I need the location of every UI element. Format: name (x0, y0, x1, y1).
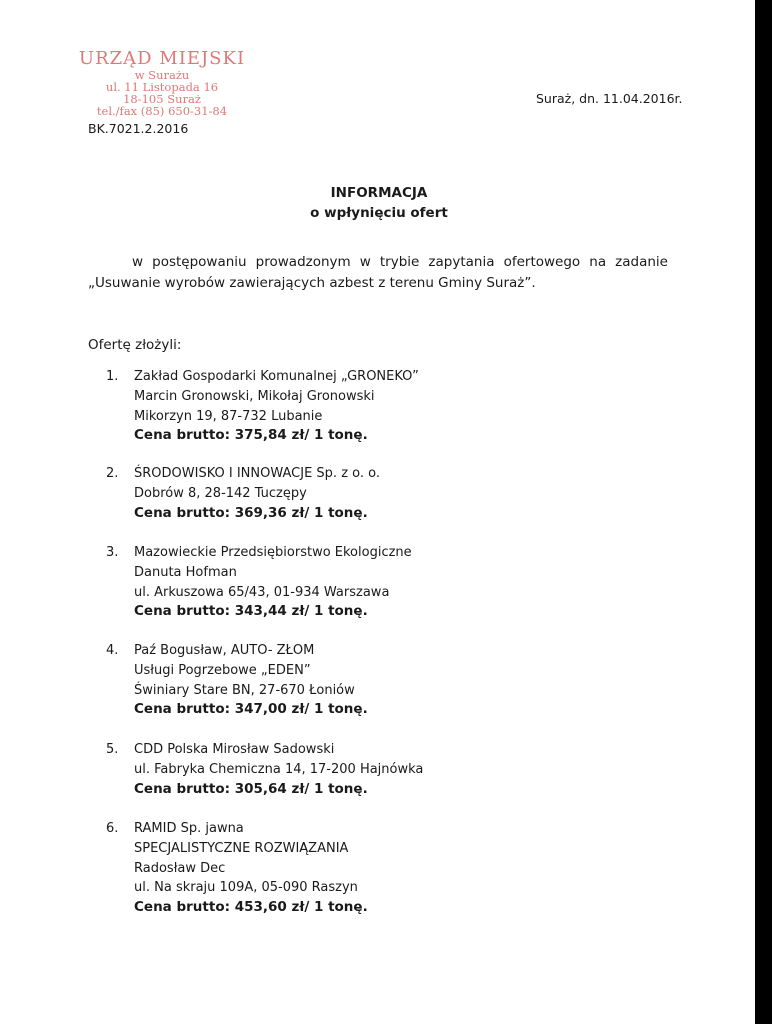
offers-label: Ofertę złożyli: (88, 337, 182, 353)
offer-price: Cena brutto: 343,44 zł/ 1 tonę. (134, 603, 368, 620)
offer-number: 4. (106, 643, 119, 658)
offer-line: ul. Fabryka Chemiczna 14, 17-200 Hajnówka (134, 761, 424, 777)
offer-price: Cena brutto: 375,84 zł/ 1 tonę. (134, 427, 368, 444)
offer-line: Radosław Dec (134, 860, 226, 876)
offer-price: Cena brutto: 347,00 zł/ 1 tonę. (134, 701, 368, 718)
stamp-town: w Surażu (134, 67, 190, 82)
offer-item-1 (106, 367, 419, 446)
stamp-postcode: 18-105 Suraż (123, 92, 201, 107)
scan-edge (755, 0, 772, 1024)
offer-line: Świniary Stare BN, 27-670 Łoniów (134, 682, 355, 698)
heading-subtitle: o wpłynięciu ofert (310, 205, 448, 221)
offer-line: ŚRODOWISKO I INNOWACJE Sp. z o. o. (134, 466, 380, 481)
offer-line: Paź Bogusław, AUTO- ZŁOM (134, 643, 315, 658)
offer-line: SPECJALISTYCZNE ROZWIĄZANIA (134, 840, 349, 856)
offer-price: Cena brutto: 305,64 zł/ 1 tonę. (134, 780, 368, 797)
heading-title: INFORMACJA (330, 185, 428, 201)
offer-number: 3. (106, 545, 119, 560)
offer-number: 2. (106, 466, 119, 481)
intro-paragraph: w postępowaniu prowadzonym w trybie zapytania ofertowego na zadanie „Usuwanie wyrobów zawierających azbest z terenu Gminy Suraż”. (88, 254, 668, 291)
offer-item-2 (106, 464, 380, 523)
offer-line: Usługi Pogrzebowe „EDEN” (134, 662, 311, 678)
offer-number: 5. (106, 742, 119, 757)
office-stamp (62, 50, 262, 117)
offer-line: Dobrów 8, 28-142 Tuczępy (134, 485, 307, 501)
stamp-street: ul. 11 Listopada 16 (105, 79, 219, 94)
offer-line: ul. Na skraju 109A, 05-090 Raszyn (134, 880, 358, 896)
offer-line: Marcin Gronowski, Mikołaj Gronowski (134, 388, 375, 404)
document-date: Suraż, dn. 11.04.2016r. (536, 91, 683, 106)
stamp-title: URZĄD MIEJSKI (78, 48, 246, 69)
offer-item-4 (106, 641, 368, 720)
offer-number: 1. (106, 369, 119, 384)
offer-line: Danuta Hofman (134, 564, 237, 580)
offer-line: CDD Polska Mirosław Sadowski (134, 742, 335, 757)
offer-line: ul. Arkuszowa 65/43, 01-934 Warszawa (134, 584, 390, 600)
reference-number: BK.7021.2.2016 (88, 121, 189, 136)
offer-line: RAMID Sp. jawna (134, 821, 244, 836)
offer-price: Cena brutto: 369,36 zł/ 1 tonę. (134, 504, 368, 521)
offer-line: Mikorzyn 19, 87-732 Lubanie (134, 408, 323, 424)
offer-price: Cena brutto: 453,60 zł/ 1 tonę. (134, 899, 368, 916)
stamp-phone: tel./fax (85) 650-31-84 (96, 104, 228, 119)
offer-number: 6. (106, 821, 119, 836)
offer-item-6 (106, 819, 368, 918)
document-heading (0, 183, 758, 223)
offer-line: Zakład Gospodarki Komunalnej „GRONEKO” (134, 369, 419, 384)
offer-line: Mazowieckie Przedsiębiorstwo Ekologiczne (134, 545, 412, 560)
offer-item-5 (106, 740, 423, 799)
offer-item-3 (106, 543, 412, 622)
